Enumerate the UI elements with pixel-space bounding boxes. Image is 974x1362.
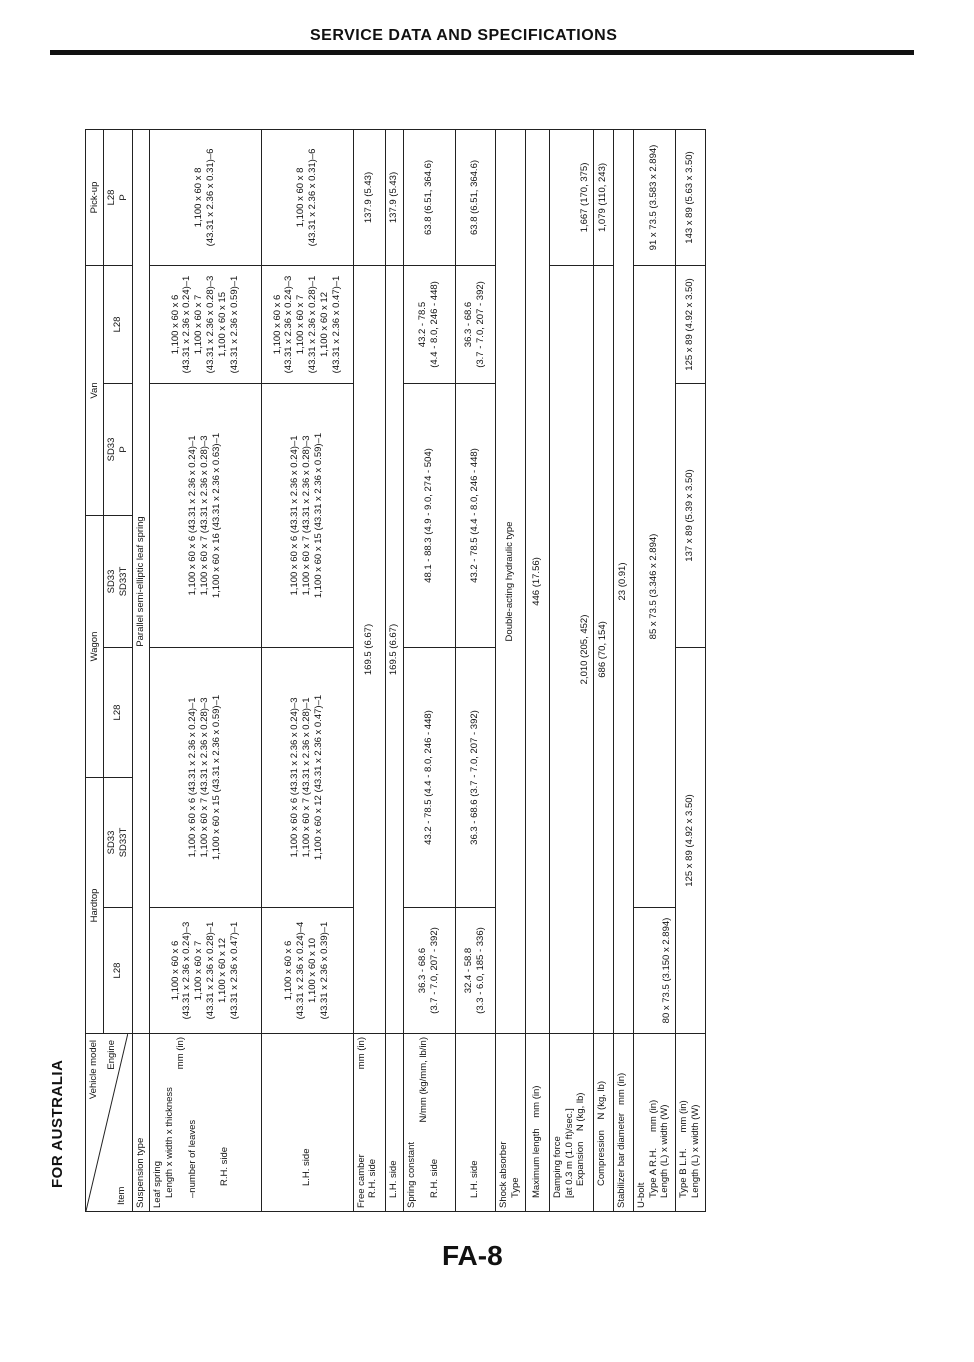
ubolt-b-pickup: 143 x 89 (5.63 x 3.50)	[675, 129, 705, 265]
spring-rh-hardtop-l28: 36.3 - 68.6 (3.7 - 7.0, 207 - 392)	[403, 908, 455, 1034]
label-ubolt-type-b	[675, 1034, 705, 1212]
engine-van-l28: L28	[104, 265, 133, 383]
free-camber-lh-value: 169.5 (6.67)	[385, 265, 403, 1033]
type-a-label: Type A	[647, 1169, 659, 1198]
spring-lh-hardtop-l28: 32.4 - 58.8 (3.3 - 6.0, 185 - 336)	[455, 908, 495, 1034]
ubolt-heading: U-bolt	[635, 1182, 647, 1208]
row-ubolt-type-a	[633, 129, 675, 1211]
ubolt-b-wagon: 137 x 89 (5.39 x 3.50)	[675, 384, 705, 648]
label-suspension-type: Suspension type	[132, 1034, 149, 1212]
ubolt-a-hardtop-l28: 80 x 73.5 (3.150 x 2.894)	[633, 908, 675, 1034]
stabilizer-text: Stabilizer bar diameter	[615, 1112, 627, 1208]
label-spring-constant-lh	[455, 1034, 495, 1212]
engine-hardtop-sd33: SD33 SD33T	[104, 778, 133, 908]
free-camber-heading: Free camber	[355, 1154, 367, 1208]
label-max-length	[525, 1034, 549, 1212]
group-pickup: Pick-up	[86, 129, 104, 265]
expansion-label	[575, 1037, 587, 1208]
group-wagon: Wagon	[86, 516, 104, 778]
header-row-groups	[86, 129, 104, 1211]
ubolt-type-b	[678, 1037, 690, 1208]
corner-header-cell	[86, 1034, 133, 1212]
label-damping-expansion	[549, 1034, 593, 1212]
free-camber-rh-pickup: 137.9 (5.43)	[353, 129, 385, 265]
max-length-value: 446 (17.56)	[525, 129, 549, 1033]
leaf-rh-hardtop-l28: 1,100 x 60 x 6 (43.31 x 2.36 x 0.24)–3 1,100 x 60 x 7 (43.31 x 2.36 x 0.28)–1 1,100 x 60 x 12 (43.31 x 2.36 x 0.47)–1	[149, 908, 261, 1034]
spring-constant-lh-label: L.H. side	[469, 1160, 481, 1198]
spring-lh-van-l28: 36.3 - 68.6 (3.7 - 7.0, 207 - 392)	[455, 265, 495, 383]
free-camber-unit: mm (in)	[355, 1037, 367, 1070]
leaf-spring-heading: Leaf spring	[151, 1160, 163, 1208]
shock-type-label: Type	[509, 1177, 521, 1198]
item-label: Item	[115, 1186, 127, 1205]
leaf-spring-unit: mm (in)	[175, 1037, 187, 1070]
label-ubolt-type-a	[633, 1034, 675, 1212]
leaf-lh-hardtop-sd33-wagon-l28: 1,100 x 60 x 6 (43.31 x 2.36 x 0.24)–3 1,100 x 60 x 7 (43.31 x 2.36 x 0.28)–1 1,100 x 60 x 12 (43.31 x 2.36 x 0.47)–1	[261, 648, 353, 908]
ubolt-type-a	[648, 1037, 660, 1208]
row-leaf-spring-lh	[261, 129, 353, 1211]
spring-lh-wagon-sd33-van-sd33: 43.2 - 78.5 (4.4 - 8.0, 246 - 448)	[455, 384, 495, 648]
compression-value: 686 (70, 154)	[593, 265, 613, 1033]
engine-label: Engine	[106, 1040, 117, 1070]
row-spring-constant-rh	[403, 129, 455, 1211]
spring-rh-hardtop-sd33-wagon-l28: 43.2 - 78.5 (4.4 - 8.0, 246 - 448)	[403, 648, 455, 908]
free-camber-lh-pickup: 137.9 (5.43)	[385, 129, 403, 265]
engine-hardtop-l28: L28	[104, 908, 133, 1034]
max-length-text: Maximum length	[531, 1128, 543, 1198]
value-suspension-type: Parallel semi-elliptic leaf spring	[132, 129, 149, 1033]
front-axle-spec-table	[85, 129, 706, 1212]
row-stabilizer	[613, 129, 633, 1211]
leaf-lh-pickup: 1,100 x 60 x 8 (43.31 x 2.36 x 0.31)–6	[261, 129, 353, 265]
vehicle-model-label: Vehicle model	[88, 1040, 99, 1100]
free-camber-rh-label: R.H. side	[367, 1158, 379, 1198]
expansion-unit: N (kg, lb)	[575, 1092, 587, 1132]
damping-force-label: Damping force	[551, 1136, 563, 1198]
type-b-label: Type B	[677, 1168, 689, 1198]
page-header-title: SERVICE DATA AND SPECIFICATIONS	[310, 27, 618, 44]
ubolt-type-b-dims: Length (L) x width (W)	[689, 1104, 701, 1198]
leaf-rh-hardtop-sd33-wagon-l28: 1,100 x 60 x 6 (43.31 x 2.36 x 0.24)–1 1,100 x 60 x 7 (43.31 x 2.36 x 0.28)–3 1,100 x 60 x 15 (43.31 x 2.36 x 0.59)–1	[149, 648, 261, 908]
header-rule	[50, 50, 914, 55]
spring-rh-van-l28: 43.2 - 78.5 (4.4 - 8.0, 246 - 448)	[403, 265, 455, 383]
expansion-pickup: 1,667 (170, 375)	[549, 129, 593, 265]
compression-unit: N (kg, lb)	[595, 1080, 607, 1120]
label-shock-absorber	[495, 1034, 525, 1212]
row-shock-type	[495, 129, 525, 1211]
spring-constant-rh-label: R.H. side	[429, 1158, 441, 1198]
leaf-spring-rh-label: R.H. side	[219, 1146, 231, 1186]
stabilizer-unit: mm (in)	[615, 1072, 627, 1106]
row-free-camber-rh	[353, 129, 385, 1211]
leaf-rh-wagon-sd33-van-sd33: 1,100 x 60 x 6 (43.31 x 2.36 x 0.24)–1 1,100 x 60 x 7 (43.31 x 2.36 x 0.28)–3 1,100 x 60 x 16 (43.31 x 2.36 x 0.63)–1	[149, 384, 261, 648]
max-length-unit: mm (in)	[531, 1085, 543, 1118]
shock-type-value: Double-acting hydraulic type	[495, 129, 525, 1033]
compression-pickup: 1,079 (110, 243)	[593, 129, 613, 265]
leaf-lh-van-l28: 1,100 x 60 x 6 (43.31 x 2.36 x 0.24)–3 1,100 x 60 x 7 (43.31 x 2.36 x 0.28)–1 1,100 x 60 x 12 (43.31 x 2.36 x 0.47)–1	[261, 265, 353, 383]
group-van: Van	[86, 265, 104, 515]
group-hardtop: Hardtop	[86, 778, 104, 1034]
free-camber-lh-label: L.H. side	[387, 1160, 399, 1198]
leaf-rh-pickup: 1,100 x 60 x 8 (43.31 x 2.36 x 0.31)–6	[149, 129, 261, 265]
leaf-spring-leaves-label: –number of leaves	[187, 1119, 199, 1198]
type-a-unit: mm (in)	[647, 1099, 659, 1132]
max-length-label	[531, 1037, 543, 1208]
leaf-lh-wagon-sd33-van-sd33: 1,100 x 60 x 6 (43.31 x 2.36 x 0.24)–1 1,100 x 60 x 7 (43.31 x 2.36 x 0.28)–3 1,100 x 60 x 15 (43.31 x 2.36 x 0.59)–1	[261, 384, 353, 648]
row-spring-constant-lh	[455, 129, 495, 1211]
page-header	[0, 27, 974, 83]
expansion-value: 2,010 (205, 452)	[549, 265, 593, 1033]
row-ubolt-type-b	[675, 129, 705, 1211]
free-camber-rh-value: 169.5 (6.67)	[353, 265, 385, 1033]
compression-text: Compression	[595, 1130, 607, 1186]
label-free-camber	[353, 1034, 385, 1212]
row-suspension-type	[132, 129, 149, 1211]
label-free-camber-lh	[385, 1034, 403, 1212]
engine-van-sd33: SD33 P	[104, 384, 133, 516]
shock-absorber-heading: Shock absorber	[497, 1141, 509, 1208]
compression-label	[596, 1037, 608, 1208]
row-damping-compression	[593, 129, 613, 1211]
type-b-unit: mm (in)	[677, 1100, 689, 1133]
label-leaf-spring	[149, 1034, 261, 1212]
label-stabilizer	[613, 1034, 633, 1212]
rotated-spec-table	[49, 130, 801, 1212]
spring-rh-wagon-sd33-van-sd33: 48.1 - 88.3 (4.9 - 9.0, 274 - 504)	[403, 384, 455, 648]
row-damping-expansion	[549, 129, 593, 1211]
row-shock-max-length	[525, 129, 549, 1211]
leaf-rh-van-l28: 1,100 x 60 x 6 (43.31 x 2.36 x 0.24)–1 1,100 x 60 x 7 (43.31 x 2.36 x 0.28)–3 1,100 x 60 x 15 (43.31 x 2.36 x 0.59)–1	[149, 265, 261, 383]
damping-condition: [at 0.3 m (1.0 ft)/sec.]	[563, 1108, 575, 1198]
spring-lh-hardtop-sd33-wagon-l28: 36.3 - 68.6 (3.7 - 7.0, 207 - 392)	[455, 648, 495, 908]
stabilizer-value: 23 (0.91)	[613, 129, 633, 1033]
engine-wagon-sd33: SD33 SD33T	[104, 516, 133, 648]
spring-constant-unit: N/mm (kg/mm, lb/in)	[417, 1037, 429, 1123]
spring-rh-pickup: 63.8 (6.51, 364.6)	[403, 129, 455, 265]
label-spring-constant	[403, 1034, 455, 1212]
label-leaf-spring-lh	[261, 1034, 353, 1212]
ubolt-a-common: 85 x 73.5 (3.346 x 2.894)	[633, 265, 675, 907]
row-free-camber-lh	[385, 129, 403, 1211]
type-b-side: L.H.	[677, 1148, 689, 1166]
region-heading: FOR AUSTRALIA	[49, 1059, 66, 1188]
spring-lh-pickup: 63.8 (6.51, 364.6)	[455, 129, 495, 265]
ubolt-b-hardtop: 125 x 89 (4.92 x 3.50)	[675, 648, 705, 1034]
leaf-lh-hardtop-l28: 1,100 x 60 x 6 (43.31 x 2.36 x 0.24)–4 1,100 x 60 x 10 (43.31 x 2.36 x 0.39)–1	[261, 908, 353, 1034]
ubolt-a-pickup: 91 x 73.5 (3.583 x 2.894)	[633, 129, 675, 265]
ubolt-type-a-dims: Length (L) x width (W)	[659, 1104, 671, 1198]
leaf-spring-lh-label: L.H. side	[301, 1148, 313, 1186]
engine-wagon-l28: L28	[104, 648, 133, 778]
ubolt-b-van: 125 x 89 (4.92 x 3.50)	[675, 265, 705, 383]
engine-pickup-l28: L28 P	[104, 129, 133, 265]
label-compression	[593, 1034, 613, 1212]
leaf-spring-dims-label: Length x width x thickness	[163, 1087, 175, 1198]
expansion-text: Expansion	[575, 1141, 587, 1186]
type-a-side: R.H.	[647, 1147, 659, 1167]
row-leaf-spring-rh	[149, 129, 261, 1211]
spring-constant-heading: Spring constant	[405, 1141, 417, 1208]
page-number: FA-8	[442, 1240, 503, 1271]
